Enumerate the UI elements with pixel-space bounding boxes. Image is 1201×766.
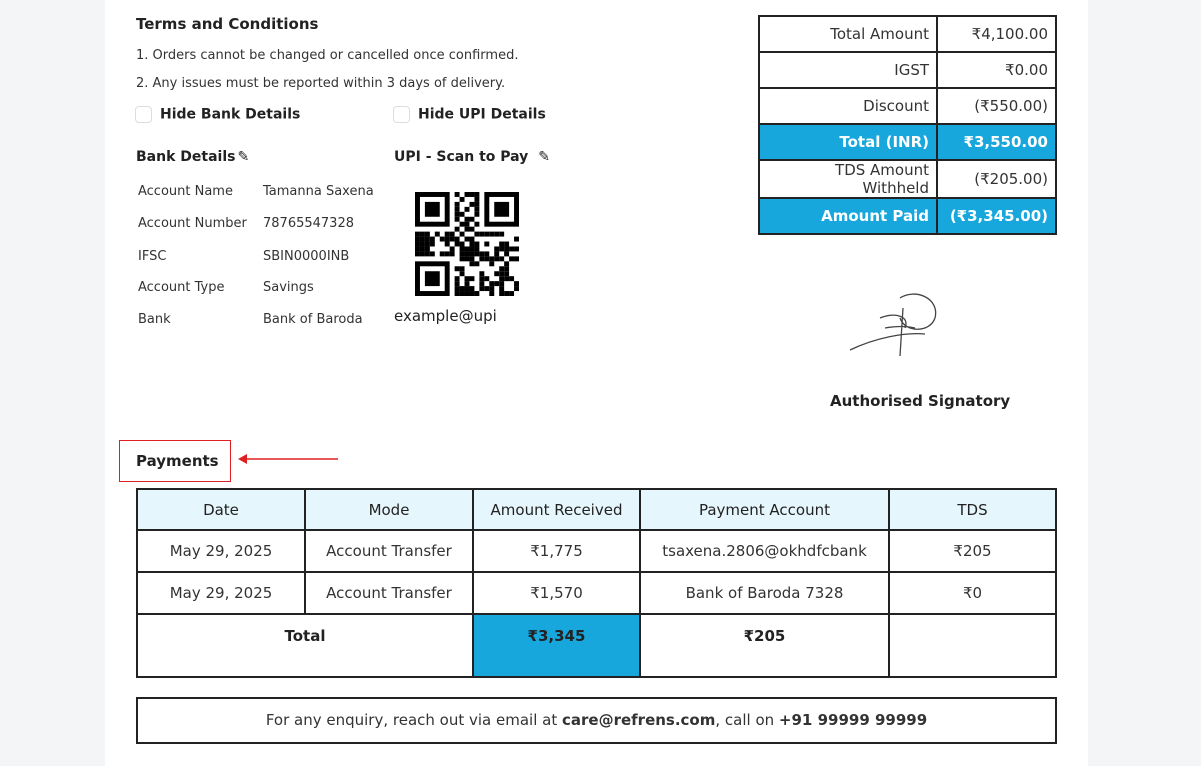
bank-key: Account Name bbox=[138, 184, 233, 199]
bank-value: Bank of Baroda bbox=[263, 312, 363, 327]
bank-key: Account Number bbox=[138, 216, 247, 231]
upi-title bbox=[394, 149, 550, 165]
hide-upi-checkbox[interactable] bbox=[393, 106, 410, 123]
bank-details-title bbox=[136, 149, 249, 165]
signature-image bbox=[845, 288, 945, 358]
signatory-label: Authorised Signatory bbox=[830, 392, 1011, 410]
pencil-icon[interactable]: ✎ bbox=[237, 149, 250, 165]
bank-key: Account Type bbox=[138, 280, 225, 295]
hide-bank-checkbox[interactable] bbox=[135, 106, 152, 123]
hide-bank-label: Hide Bank Details bbox=[160, 106, 301, 123]
payments-table: Date Mode Amount Received Payment Account TDS May 29, 2025 Account Transfer ₹1,775 tsaxena.2806@okhdfcbank ₹205 May 29, 2025 Account Transfer ₹1,570 Bank of Baroda 7328 ₹0 Total ₹3,345 ₹205 bbox=[136, 488, 1057, 678]
bank-key: Bank bbox=[138, 312, 171, 327]
bank-value: Tamanna Saxena bbox=[263, 184, 374, 199]
upi-label: UPI - Scan to Pay bbox=[394, 149, 529, 165]
hide-bank-toggle[interactable] bbox=[135, 104, 300, 123]
summary-row: IGST ₹0.00 bbox=[759, 52, 1056, 88]
footer-contact: For any enquiry, reach out via email at care@refrens.com, call on +91 99999 99999 bbox=[136, 697, 1057, 744]
summary-row: TDS Amount Withheld (₹205.00) bbox=[759, 160, 1056, 198]
summary-total-row: Total (INR) ₹3,550.00 bbox=[759, 124, 1056, 160]
terms-title: Terms and Conditions bbox=[136, 15, 319, 33]
bank-value: SBIN0000INB bbox=[263, 249, 350, 264]
summary-paid-row: Amount Paid (₹3,345.00) bbox=[759, 198, 1056, 234]
bank-value: 78765547328 bbox=[263, 216, 354, 231]
table-row: May 29, 2025 Account Transfer ₹1,775 tsaxena.2806@okhdfcbank ₹205 bbox=[137, 530, 1056, 572]
pencil-icon[interactable]: ✎ bbox=[538, 149, 551, 165]
summary-row: Total Amount ₹4,100.00 bbox=[759, 16, 1056, 52]
hide-upi-toggle[interactable] bbox=[393, 104, 546, 123]
bank-details-label: Bank Details bbox=[136, 149, 236, 165]
summary-table bbox=[758, 15, 1057, 235]
footer-phone: +91 99999 99999 bbox=[778, 711, 928, 729]
table-row: May 29, 2025 Account Transfer ₹1,570 Bank of Baroda 7328 ₹0 bbox=[137, 572, 1056, 614]
arrow-icon bbox=[238, 453, 340, 465]
upi-qr-code bbox=[415, 192, 519, 296]
term-1: 1. Orders cannot be changed or cancelled once confirmed. bbox=[136, 48, 519, 63]
payments-title: Payments bbox=[136, 452, 219, 470]
term-2: 2. Any issues must be reported within 3 days of delivery. bbox=[136, 76, 506, 91]
summary-row: Discount (₹550.00) bbox=[759, 88, 1056, 124]
total-row: Total ₹3,345 ₹205 bbox=[137, 614, 1056, 677]
bank-value: Savings bbox=[263, 280, 314, 295]
upi-id: example@upi bbox=[394, 307, 497, 325]
hide-upi-label: Hide UPI Details bbox=[418, 106, 546, 123]
bank-key: IFSC bbox=[138, 249, 167, 264]
footer-email[interactable]: care@refrens.com bbox=[561, 711, 716, 729]
